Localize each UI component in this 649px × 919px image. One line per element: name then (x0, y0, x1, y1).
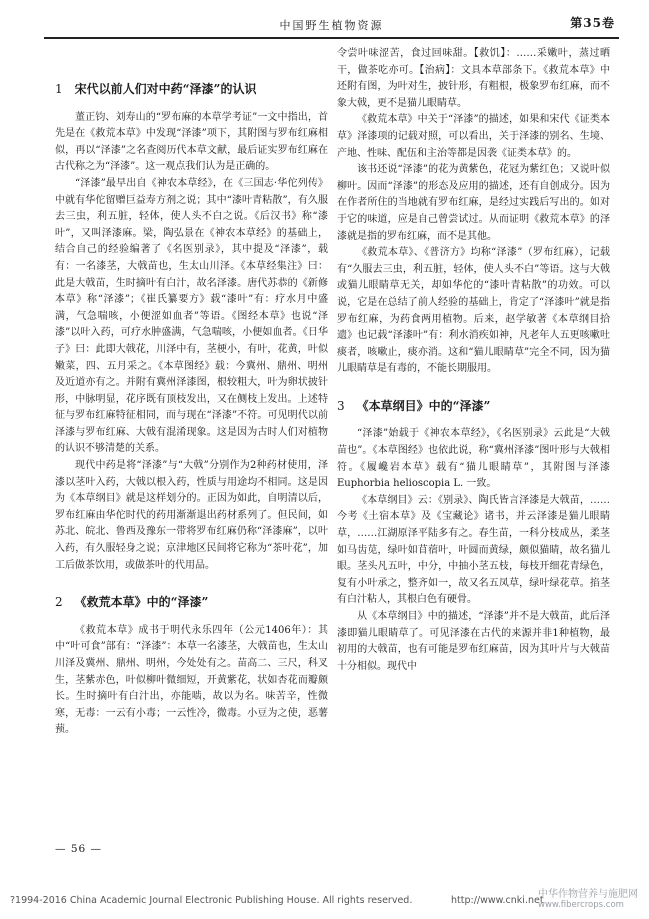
running-header (44, 14, 619, 36)
paragraph: 《救荒本草》成书于明代永乐四年（公元1406年）：其中“叶可食”部有：“泽漆”：本草一名漆茎，大戟苗也，生太山川泽及冀州、鼎州、明州，今处处有之。苗高二、三尺，科叉生，茎紫赤色，叶似柳叶微细短，开黄紫花，状如杏花而瓣颇长。生时摘叶有白汁出，亦能啮，故以为名。味苦辛，性微寒，无毒：一云有小毒；一云性冷，微毒。小豆为之使，恶薯蓣。 (55, 624, 328, 736)
paragraph: 董正钧、刘寿山的“罗布麻的本草学考证”一文中指出，首先是在《救荒本草》中发现“泽漆”项下，其附图与罗布红麻相似，再以“泽漆”之名查阅历代本草文献，最后证实罗布红麻在古代称之为“泽漆”。这一观点我们认为是正确的。 (55, 111, 328, 173)
paragraph: 《本草纲目》云：《别录》、陶氏皆言泽漆是大戟苗，……今考《土宿本草》及《宝藏论》诸书，并云泽漆是猫儿眼睛草，……江湖原泽平陆多有之。春生苗，一科分枝成丛，柔茎如马齿苋，绿叶如苜蓿叶，叶圆而黄绿，颇似猫睛，故名猫儿眼。茎头凡五叶，中分，中抽小茎五枝，每枝开细花青绿色，复有小叶承之，整齐如一，故又名五凤草，绿叶绿花草。掐茎有白汁粘人，其根白色有硬骨。 (337, 494, 610, 606)
paragraph: 现代中药是将“泽漆”与“大戟”分别作为2种药材使用，泽漆以茎叶入药，大戟以根入药，性质与用途均不相同。这是因为《本草纲目》就是这样划分的。正因为如此，自明清以后，罗布红麻由华佗时代的药用渐渐退出药材系列了。但民间，如苏北、皖北、鲁西及豫东一带将罗布红麻仍称“泽漆麻”，以叶入药，有久服轻身之说；京津地区民间将它称为“茶叶花”，加工后做茶饮用，或做茶叶的代用品。 (55, 460, 328, 571)
section-heading-3 (337, 398, 610, 415)
header-rule (44, 37, 619, 39)
paragraph: 从《本草纲目》中的描述，“泽漆”并不是大戟苗，此后泽漆即猫儿眼睛草了。可见泽漆在古代的来源并非1种植物，最初用的大戟苗，也有可能是罗布红麻苗，因为其叶片与大戟苗十分相似。现代中 (337, 611, 610, 672)
section-number: 3 (337, 398, 345, 413)
source-url: http://www.cnki.net (451, 895, 544, 906)
footer (0, 889, 649, 911)
watermark (538, 889, 648, 911)
paragraph: “泽漆”始载于《神农本草经》，《名医别录》云此是“大戟苗也”。《本草图经》也依此说，称“冀州泽漆”图叶形与大戟相符。《履巉岩本草》载有“猫儿眼睛草”，其附图与泽漆 Euphorbia helioscopia L. 一致。 (337, 428, 610, 490)
section-title: 《本草纲目》中的“泽漆” (356, 398, 491, 413)
volume-number: 第35卷 (570, 16, 615, 30)
section-heading-2 (55, 594, 328, 611)
watermark-text: 中华作物营养与施肥网 (538, 889, 638, 900)
paragraph: 该书还说“泽漆”的花为黄紫色，花冠为紫红色；又说叶似柳叶。因而“泽漆”的形态及应用的描述，还有自创成分。因为在作者所住的当地就有罗布红麻，是经过实践后写出的。如对于它的味道，应是自己曾尝试过。从而证明《救荒本草》的泽漆就是指的罗布红麻，而不是其他。 (337, 164, 610, 242)
left-column (55, 46, 328, 739)
right-column (337, 46, 610, 675)
copyright-notice: ?1994-2016 China Academic Journal Electronic Publishing House. All rights reserved. (10, 895, 413, 906)
paragraph: “泽漆”最早出自《神农本草经》，在《三国志·华佗列传》中就有华佗留赠巨益寿方剂之说；其中“漆叶青粘散”，有久服去三虫，利五脏，轻体，使人头不白之说。《后汉书》称“漆叶”，又叫泽漆麻。梁，陶弘景在《神农本草经》的基础上，结合自己的经验编著了《名医别录》，其中提及“泽漆”，载有：一名漆茎，大戟苗也，生太山川泽。《本草经集注》曰：此是大戟苗，生时摘叶有白汁，故名泽漆。唐代苏恭的《新修本草》称“泽漆”；《崔氏纂要方》载“漆叶”有：疗水月中盛满，气急喘咳，小便涩如血者”等语。《图经本草》也说“泽漆”以叶入药，可疗水肿盛满，气急喘咳，小便如血者。《日华子》曰：此即大戟花，川泽中有，茎梗小，有叶，花黄，叶似嫩菜，四、五月采之。《本草图经》载：今冀州、鼎州、明州及近道亦有之。并附有冀州泽漆图，根较粗大，叶为卵状披针形，中脉明显，花序既有顶枝发出，又在侧枝上发出。上述特征与罗布红麻特征相同，而与现在“泽漆”不符。可见明代以前泽漆与罗布红麻、大戟有混淆现象。这是因为古时人们对植物的认识不够清楚的关系。 (55, 177, 328, 455)
journal-name: 中国野生植物资源 (279, 19, 384, 32)
section-heading-1 (55, 81, 328, 98)
section-number: 2 (55, 595, 63, 610)
section-title: 《救荒本草》中的“泽漆” (74, 595, 209, 610)
page-number: — 56 — (55, 843, 103, 855)
watermark-url: www.fibercrops.com (538, 900, 624, 910)
section-number: 1 (55, 82, 63, 96)
paragraph: 令尝叶味涩苦，食过回味甜。【救饥】：……采嫩叶，蒸过晒干，做茶吃亦可。【治病】：文具本草部条下。《救荒本草》中还附有图，为叶对生，披针形，有粗根，极象罗布红麻，而不象大戟，更不是猫儿眼睛草。 (337, 48, 610, 109)
paragraph: 《救荒本草》中关于“泽漆”的描述，如果和宋代《证类本草》泽漆项的记载对照，可以看出，关于泽漆的别名、生境、产地、性味、配伍和主治等都是因袭《证类本草》的。 (337, 114, 610, 159)
paragraph: 《救荒本草》、《普济方》均称“泽漆”（罗布红麻），记载有“久服去三虫，利五脏，轻体，使人头不白”等语。这与大戟或猫儿眼睛草无关，却如华佗的“漆叶青粘散”的功效。可以说，它是在总结了前人经验的基础上，肯定了“泽漆叶”就是指罗布红麻，为药食两用植物。后来，赵学敏著《本草纲目拾遗》也记载“泽漆叶”有：利水消疾如神，凡老年人五更咳嗽吐痰者，咳嗽止，痰亦消。这和“猫儿眼睛草”完全不同，因为猫儿眼睛草是有毒的，不能长期服用。 (337, 247, 610, 375)
section-title: 宋代以前人们对中药“泽漆”的认识 (74, 82, 257, 96)
